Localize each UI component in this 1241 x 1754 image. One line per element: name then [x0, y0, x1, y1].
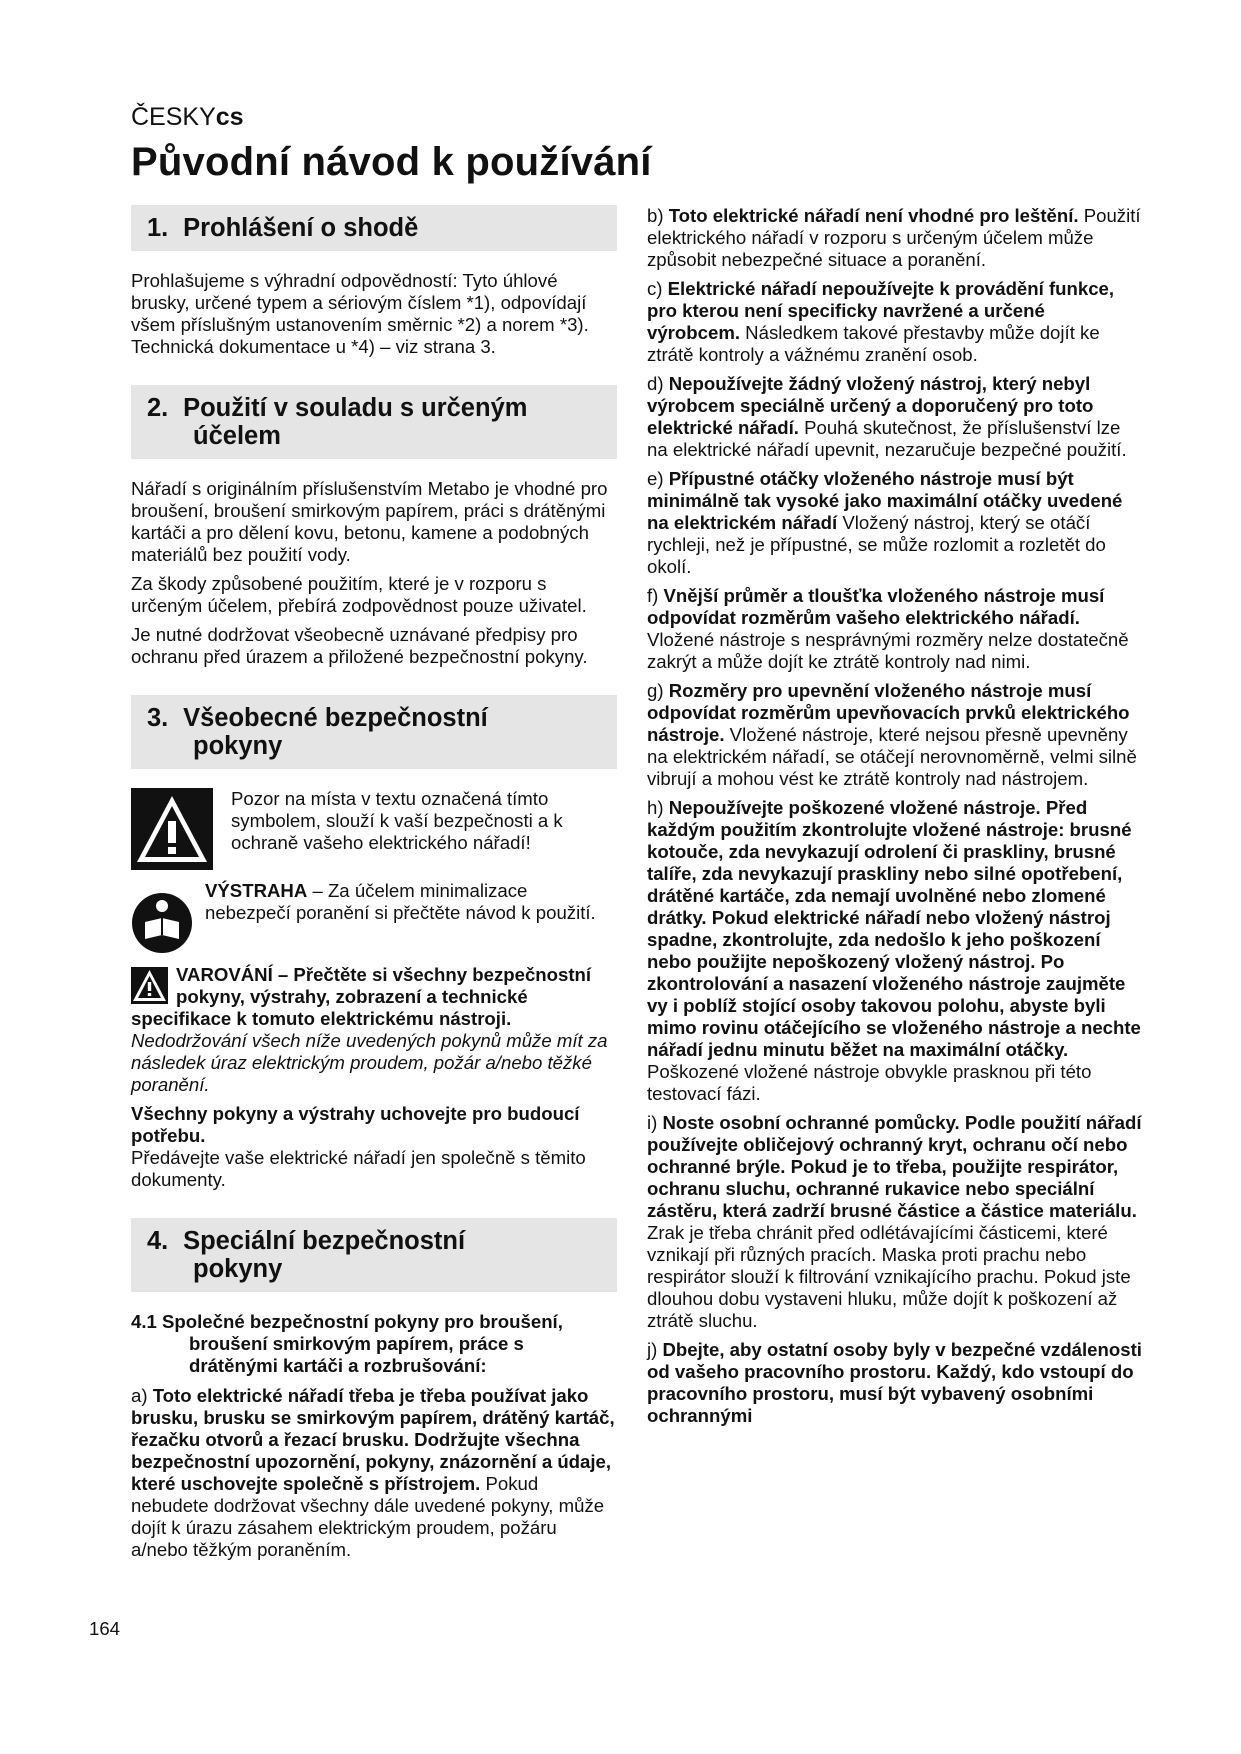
section-1-text: Prohlašujeme s výhradní odpovědností: Tyto úhlové brusky, určené typem a sériovým číslem *1), odpovídají všem příslušným ustanovením směrnic *2) a norem *3). Technická dokumentace u *4) – viz strana 3. [131, 270, 589, 357]
item-d: d) Nepoužívejte žádný vložený nástroj, který nebyl výrobcem speciálně určený a doporučený pro toto elektrické nářadí. Pouhá skutečnost, že příslušenství lze na elektrické nářadí upevnit, nezaručuje bezpečné použití. [647, 373, 1127, 460]
page-number: 164 [89, 1618, 121, 1639]
section-2-text-1: Nářadí s originálním příslušenstvím Metabo je vhodné pro broušení, broušení smirkovým papírem, práci s drátěnými kartáči a pro dělení kovu, betonu, kamene a podobných materiálů bez použití vody. [131, 478, 608, 565]
read-manual-icon [131, 892, 193, 954]
attention-block [131, 788, 617, 870]
item-e: e) Přípustné otáčky vloženého nástroje musí být minimálně tak vysoké jako maximální otáčky uvedené na elektrickém nářadí Vložený nástroj, který se otáčí rychleji, než je přípustné, se může rozlomit a rozletět do okolí. [647, 468, 1123, 577]
section-2-text-2: Za škody způsobené použitím, které je v rozporu s určeným účelem, přebírá zodpovědnost pouze uživatel. [131, 573, 587, 616]
right-column [647, 205, 1143, 1434]
subsection-4-1: 4.1 Společné bezpečnostní pokyny pro broušení, broušení smirkovým papírem, práce s drátěnými kartáči a rozbrušování: [131, 1311, 563, 1376]
item-h: h) Nepoužívejte poškozené vložené nástroje. Před každým použitím zkontrolujte vložené nástroje: brusné kotouče, zda nevykazují odrolení či praskliny, brusné talíře, zda nevykazují praskliny nebo silné opotřebení, drátěné kartáče, zda nemají uvolněné nebo zlomené drátky. Pokud elektrické nářadí nebo vložený nástroj spadne, zkontrolujte, zda nedošlo k jeho poškození nebo použijte nepoškozený vložený nástroj. Po zkontrolování a nasazení vloženého nástroje zaujměte vy i poblíž stojící osoby takovou polohu, abyste byli mimo rovinu otáčejícího se vloženého nástroje a nechte nářadí jednu minutu běžet na maximální otáčky. Poškozené vložené nástroje obvykle prasknou při této testovací fázi. [647, 797, 1141, 1104]
item-i: i) Noste osobní ochranné pomůcky. Podle použití nářadí používejte obličejový ochranný kryt, ochranu očí nebo ochranné brýle. Pokud je to třeba, použijte respirátor, ochranu sluchu, ochranné rukavice nebo speciální zástěru, která zadrží brusné částice a částice materiálu. Zrak je třeba chránit před odlétávajícími částicemi, které vznikají při různých pracích. Maska proti prachu nebo respirátor slouží k filtrování vznikajícího prachu. Pokud jste dlouhou dobu vystaveni hluku, může dojít k poškození až ztrátě sluchu. [647, 1112, 1142, 1331]
vystraha-block [131, 880, 617, 954]
attention-text: Pozor na místa v textu označená tímto symbolem, slouží k vaší bezpečnosti a k ochraně vašeho elektrického nářadí! [231, 788, 563, 853]
keep-instructions: Všechny pokyny a výstrahy uchovejte pro budoucí potřebu. Předávejte vaše elektrické nářadí jen společně s těmito dokumenty. [131, 1103, 586, 1190]
left-column [131, 205, 617, 1568]
warning-triangle-icon [131, 788, 213, 870]
item-f: f) Vnější průměr a tloušťka vloženého nástroje musí odpovídat rozměrům vašeho elektrického nářadí. Vložené nástroje s nesprávnými rozměry nelze dostatečně zakrýt a může dojít ke ztrátě kontroly nad nimi. [647, 585, 1129, 672]
small-warning-icon [131, 967, 168, 1004]
item-b: b) Toto elektrické nářadí není vhodné pro leštění. Použití elektrického nářadí v rozporu s určeným účelem může způsobit nebezpečné situace a poranění. [647, 205, 1141, 270]
item-g: g) Rozměry pro upevnění vloženého nástroje musí odpovídat rozměrům upevňovacích prvků elektrického nástroje. Vložené nástroje, které nejsou přesně upevněny na elektrickém nářadí, se otáčejí nerovnoměrně, velmi silně vibrují a mohou vést ke ztrátě kontroly nad nástrojem. [647, 680, 1137, 789]
varovani-text: VAROVÁNÍ – Přečtěte si všechny bezpečnostní pokyny, výstrahy, zobrazení a technické specifikace k tomuto elektrickému nástroji. Nedodržování všech níže uvedených pokynů může mít za následek úraz elektrickým proudem, požár a/nebo těžké poranění. [131, 964, 608, 1095]
section-4-heading: 4. Speciální bezpečnostní pokyny [131, 1218, 617, 1292]
vystraha-text: VÝSTRAHA – Za účelem minimalizace nebezpečí poranění si přečtěte návod k použití. [205, 880, 596, 923]
item-c: c) Elektrické nářadí nepoužívejte k provádění funkce, pro kterou není specificky navržené a určené výrobcem. Následkem takové přestavby může dojít ke ztrátě kontroly a vážnému zranění osob. [647, 278, 1115, 365]
section-2-text-3: Je nutné dodržovat všeobecně uznávané předpisy pro ochranu před úrazem a přiložené bezpečnostní pokyny. [131, 624, 588, 667]
section-2-heading: 2. Použití v souladu s určeným účelem [131, 385, 617, 459]
item-a: a) Toto elektrické nářadí třeba je třeba používat jako brusku, brusku se smirkovým papírem, drátěný kartáč, řezačku otvorů a řezací brusku. Dodržujte všechna bezpečnostní upozornění, pokyny, znázornění a údaje, které uschovejte společně s přístrojem. Pokud nebudete dodržovat všechny dále uvedené pokyny, může dojít k úrazu zásahem elektrickým proudem, požáru a/nebo těžkým poraněním. [131, 1385, 615, 1560]
page-title: Původní návod k používání [131, 140, 652, 184]
item-j: j) Dbejte, aby ostatní osoby byly v bezpečné vzdálenosti od vašeho pracovního prostoru. Každý, kdo vstoupí do pracovního prostoru, musí být vybavený osobními ochrannými [647, 1339, 1142, 1426]
section-3-heading: 3. Všeobecné bezpečnostní pokyny [131, 695, 617, 769]
language-label: ČESKYcs [131, 103, 244, 131]
section-1-heading: 1. Prohlášení o shodě [131, 205, 617, 251]
